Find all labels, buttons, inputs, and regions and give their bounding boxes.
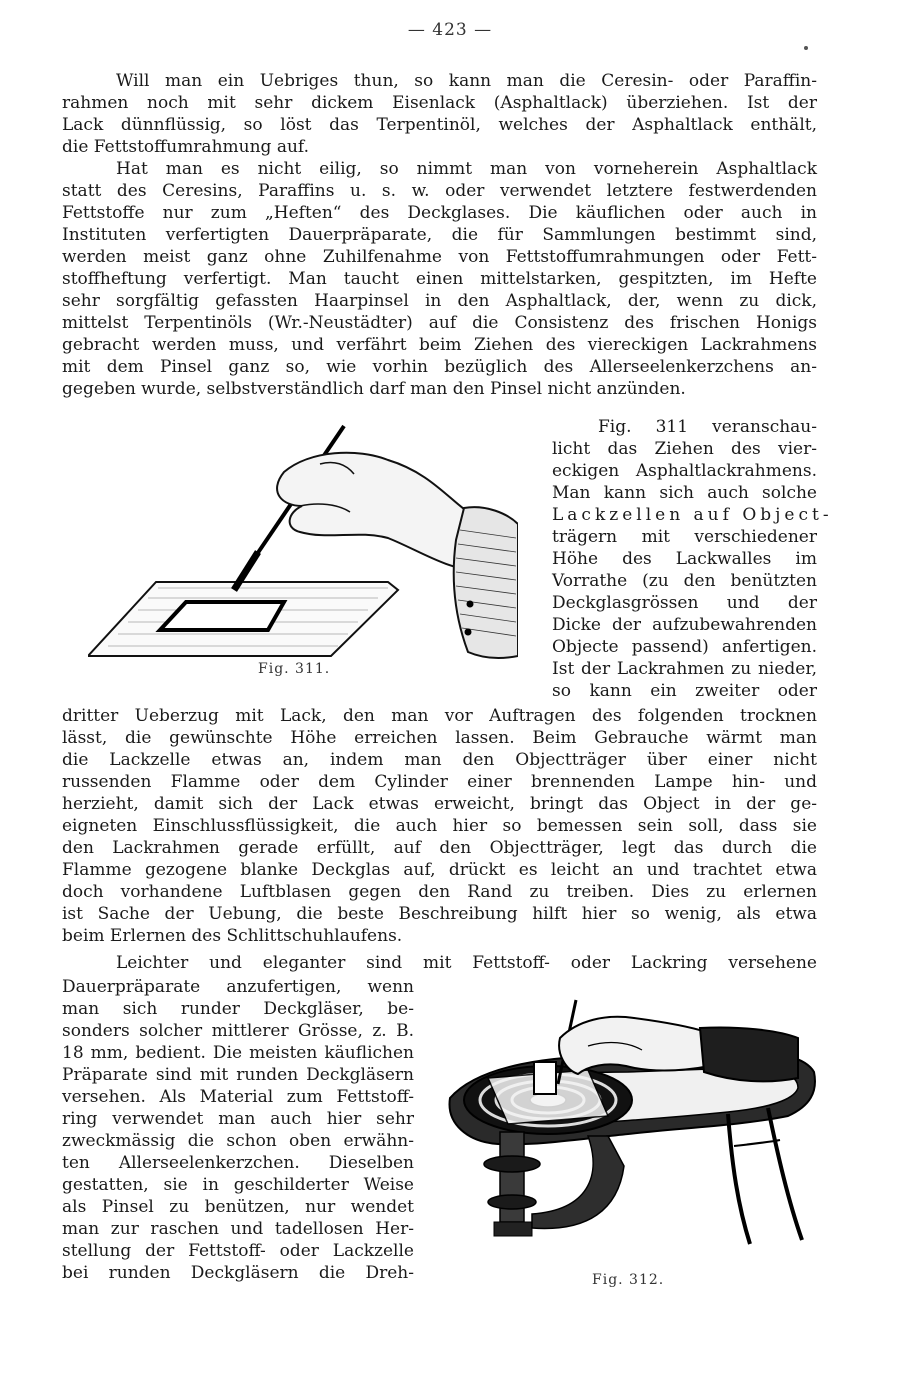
text-line: eckigen Asphaltlackrahmens. xyxy=(552,461,817,481)
text-line: Instituten verfertigten Dauerpräparate, die für Sammlungen bestimmt sind, xyxy=(62,225,817,245)
text-line: Dauerpräparate anzufertigen, wenn xyxy=(62,977,414,997)
text-line: stellung der Fettstoff- oder Lackzelle xyxy=(62,1241,414,1261)
text-line: Ist der Lackrahmen zu nieder, xyxy=(552,659,817,679)
text-line: gestatten, sie in geschilderter Weise xyxy=(62,1175,414,1195)
figure-311-hand-brush xyxy=(88,420,518,670)
text-line: Vorrathe (zu den benützten xyxy=(552,571,817,591)
figure-312-caption: Fig. 312. xyxy=(592,1272,665,1288)
text-line: russenden Flamme oder dem Cylinder einer brennenden Lampe hin- und xyxy=(62,772,817,792)
text-line: rahmen noch mit sehr dickem Eisenlack (Asphaltlack) überziehen. Ist der xyxy=(62,93,817,113)
text-line: statt des Ceresins, Paraffins u. s. w. oder verwendet letztere festwerdenden xyxy=(62,181,817,201)
text-line: 18 mm, bedient. Die meisten käuflichen xyxy=(62,1043,414,1063)
text-line: Deckglasgrössen und der xyxy=(552,593,817,613)
text-line: Will man ein Uebriges thun, so kann man die Ceresin- oder Paraffin- xyxy=(116,71,817,91)
text-line: Lackzellen auf Object- xyxy=(552,505,833,525)
figure-312-turntable xyxy=(438,996,820,1264)
text-line: die Fettstoffumrahmung auf. xyxy=(62,137,309,157)
text-line: den Lackrahmen gerade erfüllt, auf den Objectträger, legt das durch die xyxy=(62,838,817,858)
text-line: mit dem Pinsel ganz so, wie vorhin bezüglich des Allerseelenkerzchens an- xyxy=(62,357,817,377)
text-line: Höhe des Lackwalles im xyxy=(552,549,817,569)
figure-311-caption: Fig. 311. xyxy=(258,661,331,677)
text-line: doch vorhandene Luftblasen gegen den Rand zu treiben. Dies zu erlernen xyxy=(62,882,817,902)
text-line: mittelst Terpentinöls (Wr.-Neustädter) auf die Consistenz des frischen Honigs xyxy=(62,313,817,333)
text-line: eigneten Einschlussflüssigkeit, die auch hier so bemessen sein soll, dass sie xyxy=(62,816,817,836)
text-line: die Lackzelle etwas an, indem man den Objectträger über einer nicht xyxy=(62,750,817,770)
text-line: Fettstoffe nur zum „Heften“ des Deckglases. Die käuflichen oder auch in xyxy=(62,203,817,223)
text-line: ring verwendet man auch hier sehr xyxy=(62,1109,414,1129)
text-line: Objecte passend) anfertigen. xyxy=(552,637,817,657)
text-line: Hat man es nicht eilig, so nimmt man von vorneherein Asphaltlack xyxy=(116,159,817,179)
text-line: Flamme gezogene blanke Deckglas auf, drückt es leicht an und trachtet etwa xyxy=(62,860,817,880)
text-line: trägern mit verschiedener xyxy=(552,527,817,547)
text-line: Leichter und eleganter sind mit Fettstoff- oder Lackring versehene xyxy=(116,953,817,973)
text-line: bei runden Deckgläsern die Dreh- xyxy=(62,1263,414,1283)
text-line: Dicke der aufzubewahrenden xyxy=(552,615,817,635)
text-line: so kann ein zweiter oder xyxy=(552,681,817,701)
text-line: ten Allerseelenkerzchen. Dieselben xyxy=(62,1153,414,1173)
text-line: Lack dünnflüssig, so löst das Terpentinöl, welches der Asphaltlack enthält, xyxy=(62,115,817,135)
text-line: gebracht werden muss, und verfährt beim Ziehen des viereckigen Lackrahmens xyxy=(62,335,817,355)
text-line: Fig. 311 veranschau- xyxy=(598,417,817,437)
text-line: ist Sache der Uebung, die beste Beschreibung hilft hier so wenig, als etwa xyxy=(62,904,817,924)
text-line: lässt, die gewünschte Höhe erreichen lassen. Beim Gebrauche wärmt man xyxy=(62,728,817,748)
text-line: man zur raschen und tadellosen Her- xyxy=(62,1219,414,1239)
text-line: versehen. Als Material zum Fettstoff- xyxy=(62,1087,414,1107)
text-line: licht das Ziehen des vier- xyxy=(552,439,817,459)
text-line: als Pinsel zu benützen, nur wendet xyxy=(62,1197,414,1217)
text-line: Man kann sich auch solche xyxy=(552,483,817,503)
text-line: stoffheftung verfertigt. Man taucht einen mittelstarken, gespitzten, im Hefte xyxy=(62,269,817,289)
text-line: beim Erlernen des Schlittschuhlaufens. xyxy=(62,926,403,946)
page-number: — 423 — xyxy=(407,20,493,40)
text-line: dritter Ueberzug mit Lack, den man vor Auftragen des folgenden trocknen xyxy=(62,706,817,726)
speck-mark xyxy=(804,46,808,50)
text-line: sehr sorgfältig gefassten Haarpinsel in den Asphaltlack, der, wenn zu dick, xyxy=(62,291,817,311)
text-line: man sich runder Deckgläser, be- xyxy=(62,999,414,1019)
text-line: Präparate sind mit runden Deckgläsern xyxy=(62,1065,414,1085)
text-line: zweckmässig die schon oben erwähn- xyxy=(62,1131,414,1151)
text-line: werden meist ganz ohne Zuhilfenahme von Fettstoffumrahmungen oder Fett- xyxy=(62,247,817,267)
text-line: herzieht, damit sich der Lack etwas erweicht, bringt das Object in der ge- xyxy=(62,794,817,814)
text-line: gegeben wurde, selbstverständlich darf man den Pinsel nicht anzünden. xyxy=(62,379,686,399)
text-line: sonders solcher mittlerer Grösse, z. B. xyxy=(62,1021,414,1041)
